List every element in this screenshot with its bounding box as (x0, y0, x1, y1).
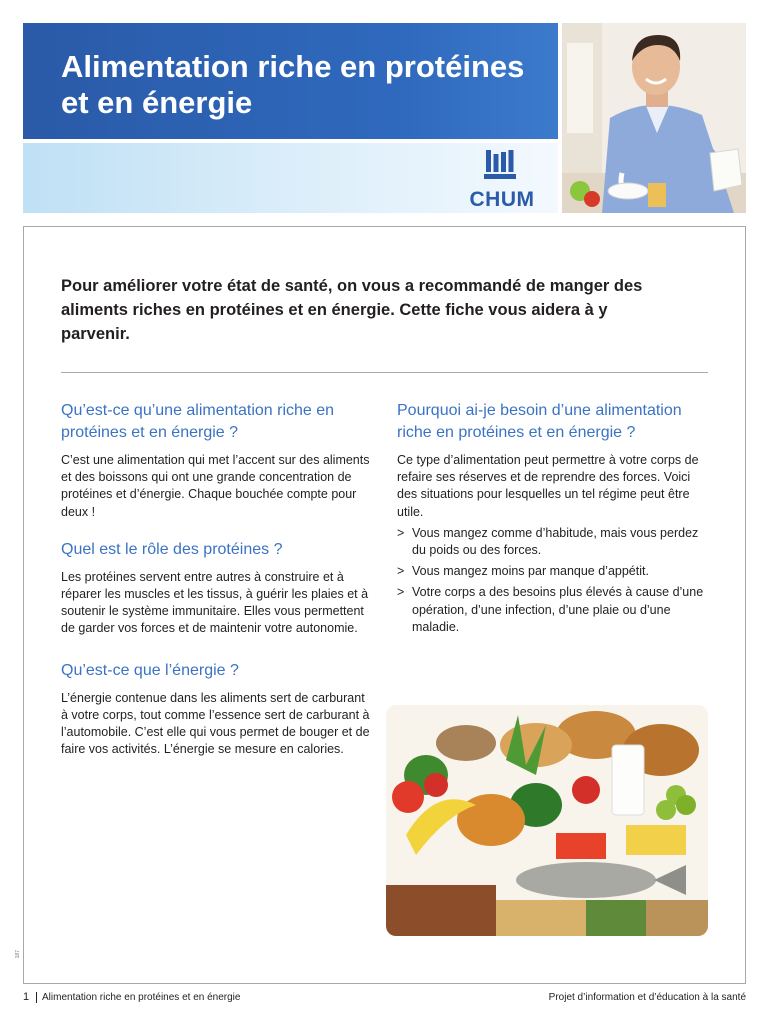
section-heading: Qu’est-ce qu’une alimentation riche en protéines et en énergie ? (61, 402, 335, 441)
man-pouring-milk-photo (562, 23, 746, 213)
title-band (23, 23, 558, 139)
section-body: Ce type d’alimentation peut permettre à votre corps de refaire ses réserves et de reprendre des forces. Voici des situations pour lesquelles un tel régime peut être utile. (397, 453, 699, 519)
left-column (61, 400, 371, 758)
intro-paragraph: Pour améliorer votre état de santé, on vous a recommandé de manger des aliments riches en protéines et en énergie. Cette fiche vous aidera à y parvenir. (61, 277, 643, 343)
section-body: L’énergie contenue dans les aliments sert de carburant à votre corps, tout comme l’essence sert de carburant à l’automobile. C’est elle qui vous permet de bouger et de faire vos activités. L’énergie se mesure en calories. (61, 690, 370, 757)
logo-text: CHUM (469, 188, 535, 211)
footer-divider (36, 992, 37, 1003)
footer-document-title: Alimentation riche en protéines et en énergie (42, 992, 241, 1003)
section-body: Les protéines servent entre autres à construire et à réparer les muscles et les tissus, à guérir les plaies et à soutenir le système immunitaire. Elles vous permettent de garder vos forces et de maintenir votre autonomie. (61, 569, 369, 636)
list-item: > Vous mangez comme d’habitude, mais vous perdez du poids ou des forces. (397, 525, 713, 559)
footer-program-name: Projet d’information et d’éducation à la santé (548, 992, 746, 1003)
situations-list (397, 525, 713, 636)
list-item: > Vous mangez moins par manque d’appétit. (397, 563, 713, 580)
page-footer (23, 991, 746, 1005)
divider (61, 372, 708, 373)
chum-logo (462, 150, 542, 212)
section-heading: Quel est le rôle des protéines ? (61, 540, 283, 558)
list-item: > Votre corps a des besoins plus élevés à cause d’une opération, d’une infection, d’une plaie ou d’une maladie. (397, 584, 713, 636)
document-code: 187 (15, 950, 21, 959)
right-column (397, 400, 713, 640)
section-heading: Qu’est-ce que l’énergie ? (61, 661, 239, 679)
chum-logo-icon (484, 150, 518, 180)
page-number: 1 (23, 991, 30, 1003)
page-title: Alimentation riche en protéines et en énergie (61, 49, 525, 120)
section-heading: Pourquoi ai-je besoin d’une alimentation riche en protéines et en énergie ? (397, 402, 682, 441)
food-assortment-photo (386, 705, 708, 936)
section-body: C’est une alimentation qui met l’accent sur des aliments et des boissons qui ont une grande concentration de protéines et d’énergie. Chaque bouchée compte pour deux ! (61, 453, 370, 519)
